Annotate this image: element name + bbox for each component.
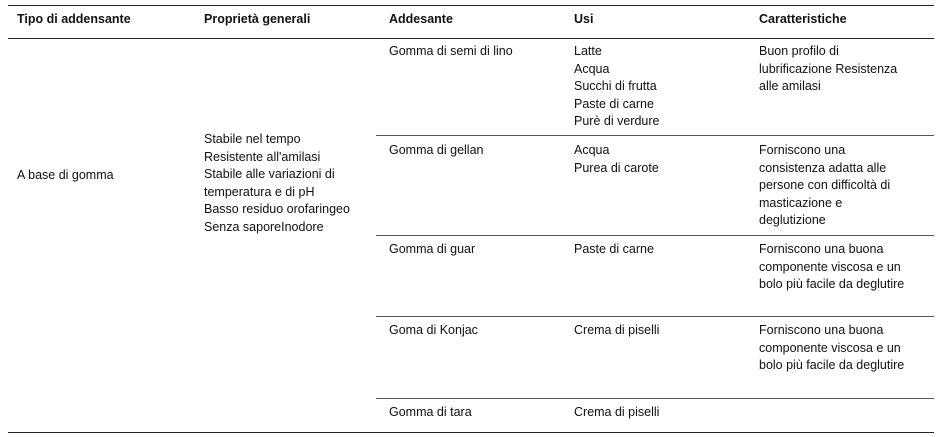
proprieta-line: Stabile alle variazioni di bbox=[204, 167, 335, 182]
usi-line: Acqua bbox=[574, 61, 610, 76]
caratteristiche-line: lubrificazione Resistenza bbox=[759, 61, 898, 76]
addensante-cell: Goma di Konjac bbox=[389, 323, 478, 337]
usi-line: Purè di verdure bbox=[574, 114, 660, 129]
caratteristiche-line: consistenza adatta alle bbox=[759, 160, 887, 175]
caratteristiche-line: persone con difficoltà di bbox=[759, 178, 891, 193]
usi-line: Paste di carne bbox=[574, 96, 654, 111]
header-caratteristiche: Caratteristiche bbox=[759, 12, 847, 26]
row-divider bbox=[376, 235, 934, 236]
group-tipo: A base di gomma bbox=[17, 168, 114, 182]
caratteristiche-line: bolo più facile da deglutire bbox=[759, 358, 905, 373]
row-divider bbox=[376, 316, 934, 317]
header-addensante: Addesante bbox=[389, 12, 453, 26]
usi-cell bbox=[574, 142, 659, 177]
caratteristiche-line: masticazione e bbox=[759, 195, 843, 210]
usi-cell bbox=[574, 404, 659, 422]
caratteristiche-line: componente viscosa e un bbox=[759, 259, 901, 274]
group-proprieta bbox=[204, 131, 350, 237]
usi-line: Crema di piselli bbox=[574, 323, 660, 337]
caratteristiche-cell bbox=[759, 322, 904, 375]
usi-cell bbox=[574, 43, 659, 131]
caratteristiche-line: componente viscosa e un bbox=[759, 340, 901, 355]
caratteristiche-line: bolo più facile da deglutire bbox=[759, 277, 905, 292]
row-divider bbox=[376, 135, 934, 136]
caratteristiche-line: alle amilasi bbox=[759, 79, 821, 94]
caratteristiche-cell bbox=[759, 241, 904, 294]
addensante-cell: Gomma di gellan bbox=[389, 143, 484, 157]
table-top-rule bbox=[8, 5, 934, 6]
usi-cell bbox=[574, 241, 654, 259]
proprieta-line: Stabile nel tempo bbox=[204, 132, 301, 146]
caratteristiche-line: Forniscono una buona bbox=[759, 242, 884, 256]
addensante-cell: Gomma di semi di lino bbox=[389, 44, 513, 58]
proprieta-line: temperatura e di pH bbox=[204, 184, 315, 199]
usi-line: Latte bbox=[574, 44, 602, 58]
usi-cell bbox=[574, 322, 659, 340]
usi-line: Succhi di frutta bbox=[574, 79, 657, 94]
caratteristiche-line: Forniscono una buona bbox=[759, 323, 884, 337]
proprieta-line: Basso residuo orofaringeo bbox=[204, 202, 350, 217]
proprieta-line: Senza saporeInodore bbox=[204, 219, 324, 234]
addensante-cell: Gomma di guar bbox=[389, 242, 476, 256]
usi-line: Acqua bbox=[574, 143, 610, 157]
caratteristiche-line: Forniscono una bbox=[759, 143, 846, 157]
usi-line: Crema di piselli bbox=[574, 405, 660, 419]
caratteristiche-line: Buon profilo di bbox=[759, 44, 839, 58]
addensante-cell: Gomma di tara bbox=[389, 405, 472, 419]
proprieta-line: Resistente all'amilasi bbox=[204, 149, 321, 164]
usi-line: Paste di carne bbox=[574, 242, 654, 256]
usi-line: Purea di carote bbox=[574, 160, 659, 175]
header-usi: Usi bbox=[574, 12, 594, 26]
header-tipo: Tipo di addensante bbox=[17, 12, 131, 26]
header-bottom-rule bbox=[8, 38, 934, 39]
header-proprieta: Proprietà generali bbox=[204, 12, 311, 26]
caratteristiche-line: deglutizione bbox=[759, 213, 826, 228]
table-bottom-rule bbox=[8, 432, 934, 433]
thickener-table bbox=[8, 0, 934, 437]
row-divider bbox=[376, 398, 934, 399]
caratteristiche-cell bbox=[759, 43, 897, 96]
caratteristiche-cell bbox=[759, 142, 890, 230]
